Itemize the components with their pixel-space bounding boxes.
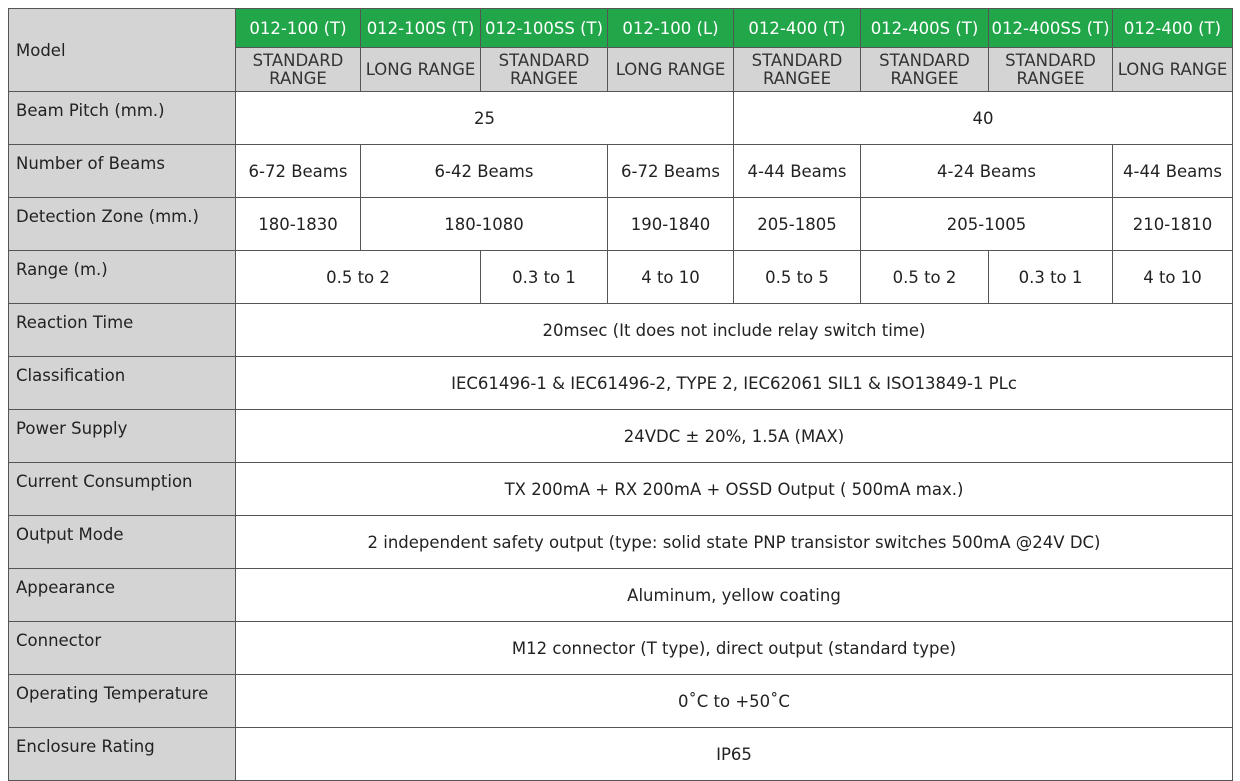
enclosure-rating-row bbox=[9, 728, 1233, 781]
row-label: Classification bbox=[9, 357, 236, 410]
row-label: Connector bbox=[9, 622, 236, 675]
table-cell: 2 independent safety output (type: solid state PNP transistor switches 500mA @24V DC) bbox=[236, 516, 1233, 569]
range-type-cell: LONG RANGE bbox=[608, 48, 734, 92]
table-cell: 205-1005 bbox=[861, 198, 1113, 251]
reaction-time-row bbox=[9, 304, 1233, 357]
number-of-beams-row bbox=[9, 145, 1233, 198]
classification-row bbox=[9, 357, 1233, 410]
table-cell: 180-1080 bbox=[361, 198, 608, 251]
row-label: Appearance bbox=[9, 569, 236, 622]
row-label: Reaction Time bbox=[9, 304, 236, 357]
table-cell: Aluminum, yellow coating bbox=[236, 569, 1233, 622]
table-cell: 6-72 Beams bbox=[608, 145, 734, 198]
table-cell: 40 bbox=[734, 92, 1233, 145]
table-cell: 0.5 to 2 bbox=[236, 251, 481, 304]
table-cell: 4 to 10 bbox=[1113, 251, 1233, 304]
spec-table-container bbox=[8, 8, 1233, 781]
table-cell: 24VDC ± 20%, 1.5A (MAX) bbox=[236, 410, 1233, 463]
range-type-cell: STANDARD RANGEE bbox=[861, 48, 989, 92]
range-type-cell: STANDARD RANGEE bbox=[989, 48, 1113, 92]
row-label: Enclosure Rating bbox=[9, 728, 236, 781]
model-header: 012-400S (T) bbox=[861, 9, 989, 48]
connector-row bbox=[9, 622, 1233, 675]
row-label: Power Supply bbox=[9, 410, 236, 463]
output-mode-row bbox=[9, 516, 1233, 569]
row-label: Current Consumption bbox=[9, 463, 236, 516]
table-cell: 20msec (It does not include relay switch time) bbox=[236, 304, 1233, 357]
operating-temperature-row bbox=[9, 675, 1233, 728]
specification-table bbox=[8, 8, 1233, 781]
table-cell: 4-44 Beams bbox=[1113, 145, 1233, 198]
current-consumption-row bbox=[9, 463, 1233, 516]
model-header: 012-400SS (T) bbox=[989, 9, 1113, 48]
table-cell: TX 200mA + RX 200mA + OSSD Output ( 500mA max.) bbox=[236, 463, 1233, 516]
model-label: Model bbox=[9, 9, 236, 92]
range-type-cell: LONG RANGE bbox=[1113, 48, 1233, 92]
table-cell: 0.3 to 1 bbox=[481, 251, 608, 304]
table-cell: 0.3 to 1 bbox=[989, 251, 1113, 304]
table-cell: 205-1805 bbox=[734, 198, 861, 251]
row-label: Output Mode bbox=[9, 516, 236, 569]
model-header: 012-400 (T) bbox=[734, 9, 861, 48]
table-cell: 6-42 Beams bbox=[361, 145, 608, 198]
row-label: Number of Beams bbox=[9, 145, 236, 198]
table-cell: 0.5 to 2 bbox=[861, 251, 989, 304]
model-header: 012-100 (T) bbox=[236, 9, 361, 48]
row-label: Range (m.) bbox=[9, 251, 236, 304]
model-header: 012-400 (T) bbox=[1113, 9, 1233, 48]
table-cell: 4-44 Beams bbox=[734, 145, 861, 198]
beam-pitch-row bbox=[9, 92, 1233, 145]
model-row bbox=[9, 9, 1233, 48]
table-cell: 6-72 Beams bbox=[236, 145, 361, 198]
table-cell: 180-1830 bbox=[236, 198, 361, 251]
table-cell: 4-24 Beams bbox=[861, 145, 1113, 198]
table-cell: 25 bbox=[236, 92, 734, 145]
range-type-cell: STANDARD RANGEE bbox=[734, 48, 861, 92]
table-cell: 4 to 10 bbox=[608, 251, 734, 304]
table-cell: M12 connector (T type), direct output (standard type) bbox=[236, 622, 1233, 675]
detection-zone-row bbox=[9, 198, 1233, 251]
range-type-cell: STANDARD RANGE bbox=[236, 48, 361, 92]
range-row bbox=[9, 251, 1233, 304]
range-type-cell: STANDARD RANGEE bbox=[481, 48, 608, 92]
appearance-row bbox=[9, 569, 1233, 622]
row-label: Detection Zone (mm.) bbox=[9, 198, 236, 251]
range-type-cell: LONG RANGE bbox=[361, 48, 481, 92]
table-cell: 190-1840 bbox=[608, 198, 734, 251]
row-label: Beam Pitch (mm.) bbox=[9, 92, 236, 145]
model-header: 012-100S (T) bbox=[361, 9, 481, 48]
power-supply-row bbox=[9, 410, 1233, 463]
table-cell: 0˚C to +50˚C bbox=[236, 675, 1233, 728]
table-cell: 210-1810 bbox=[1113, 198, 1233, 251]
row-label: Operating Temperature bbox=[9, 675, 236, 728]
model-header: 012-100 (L) bbox=[608, 9, 734, 48]
model-header: 012-100SS (T) bbox=[481, 9, 608, 48]
table-cell: 0.5 to 5 bbox=[734, 251, 861, 304]
table-cell: IEC61496-1 & IEC61496-2, TYPE 2, IEC62061 SIL1 & ISO13849-1 PLc bbox=[236, 357, 1233, 410]
table-cell: IP65 bbox=[236, 728, 1233, 781]
